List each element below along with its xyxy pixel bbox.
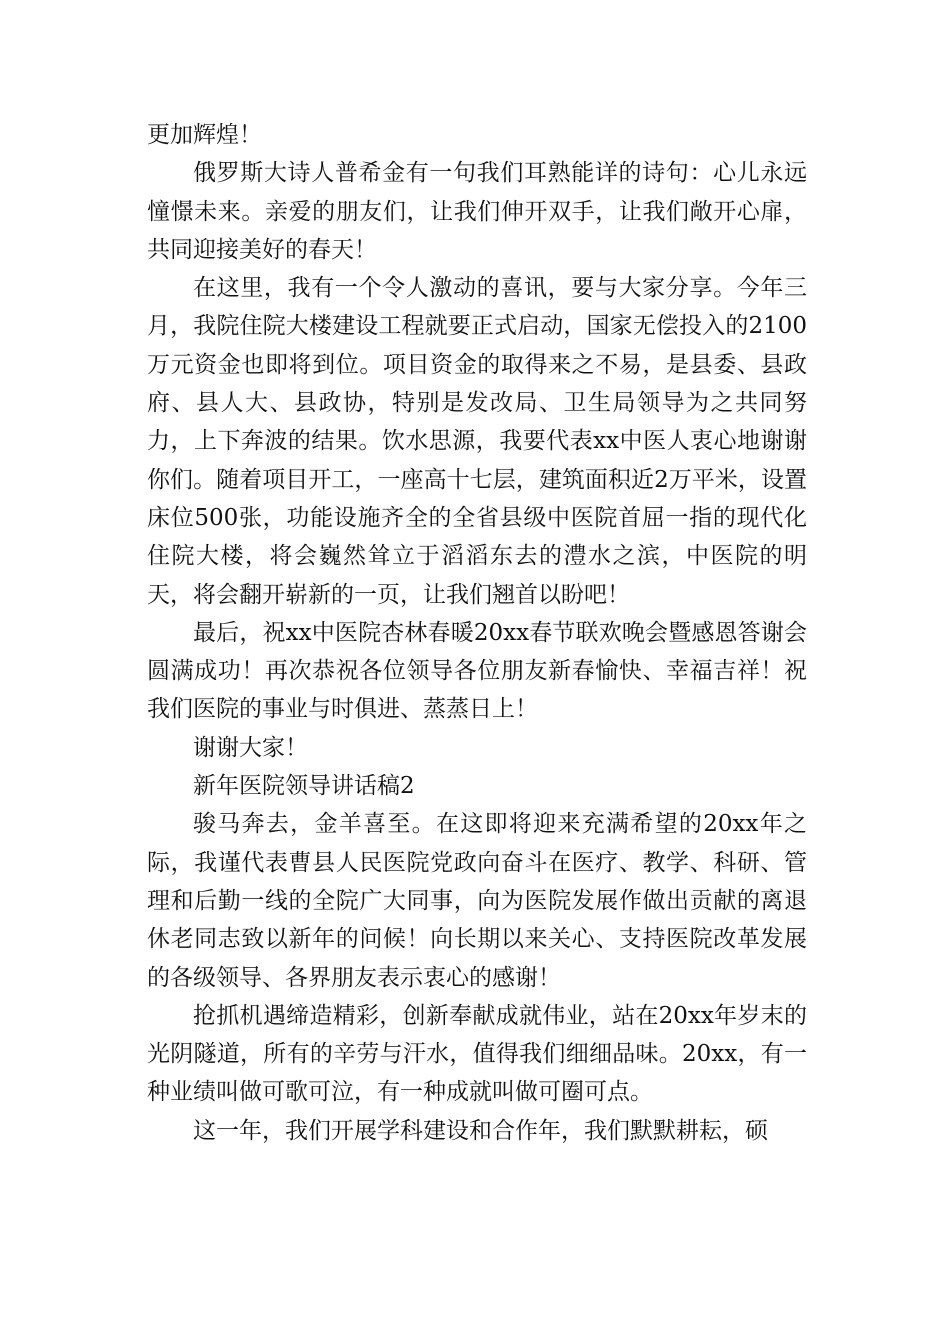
section-heading: 新年医院领导讲话稿2 (193, 773, 415, 800)
paragraph-new-year-greeting: 骏马奔去，金羊喜至。在这即将迎来充满希望的20xx年之际，我谨代表曹县人民医院党政向奋斗在医疗、教学、科研、管理和后勤一线的全院广大同事，向为医院发展作做出贡献的离退休老同志致以新年的问候！向长期以来关心、支持医院改革发展的各级领导、各界朋友表示衷心的感谢！ (147, 811, 807, 991)
paragraph-pushkin-quote: 俄罗斯大诗人普希金有一句我们耳熟能详的诗句：心儿永远憧憬未来。亲爱的朋友们，让我们伸开双手，让我们敞开心扉，共同迎接美好的春天！ (147, 160, 807, 263)
document-body (147, 116, 807, 1150)
paragraph-discipline-building: 这一年，我们开展学科建设和合作年，我们默默耕耘，硕 (193, 1117, 768, 1144)
paragraph-continuation: 更加辉煌！ (147, 122, 262, 148)
paragraph-good-news: 在这里，我有一个令人激动的喜讯，要与大家分享。今年三月，我院住院大楼建设工程就要正式启动，国家无偿投入的2100万元资金也即将到位。项目资金的取得来之不易，是县委、县政府、县人大、县政协，特别是发改局、卫生局领导为之共同努力，上下奔波的结果。饮水思源，我要代表xx中医人衷心地谢谢你们。随着项目开工，一座高十七层，建筑面积近2万平米，设置床位500张，功能设施齐全的全省县级中医院首屈一指的现代化住院大楼，将会巍然耸立于滔滔东去的澧水之滨，中医院的明天，将会翻开崭新的一页，让我们翘首以盼吧！ (147, 275, 807, 608)
paragraph-thanks: 谢谢大家！ (193, 734, 308, 761)
paragraph-closing-wishes: 最后，祝xx中医院杏林春暖20xx春节联欢晚会暨感恩答谢会圆满成功！再次恭祝各位领导各位朋友新春愉快、幸福吉祥！祝我们医院的事业与时俱进、蒸蒸日上！ (147, 619, 807, 723)
paragraph-year-review: 抢抓机遇缔造精彩，创新奉献成就伟业，站在20xx年岁末的光阴隧道，所有的辛劳与汗水，值得我们细细品味。20xx，有一种业绩叫做可歌可泣，有一种成就叫做可圈可点。 (147, 1002, 807, 1106)
